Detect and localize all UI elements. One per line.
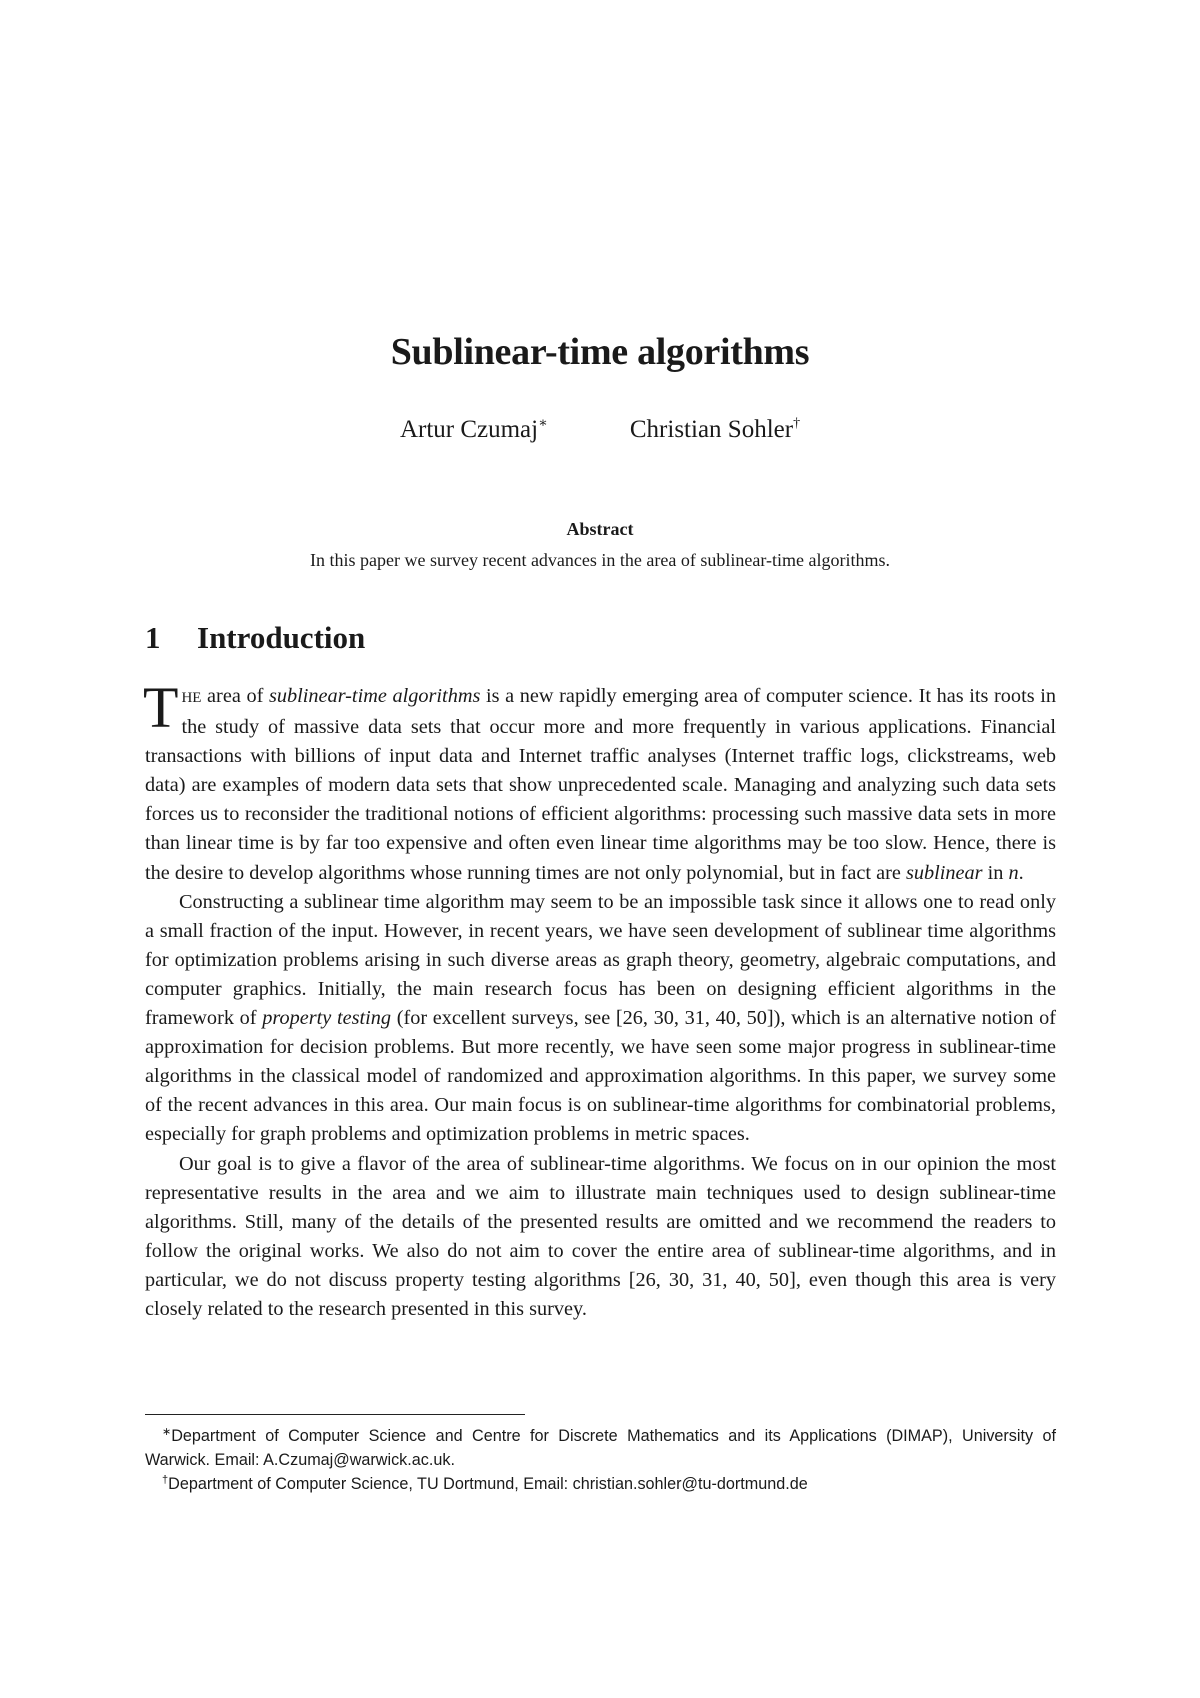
emphasis: property testing [262, 1007, 392, 1030]
footnote [145, 1424, 1056, 1472]
footnote-mark: ∗ [538, 416, 548, 431]
paragraph-text: (for excellent surveys, see [26, 30, 31, 40, 50]), which is an alternative notion of approximation for decision problems. But more recently, we have seen some major progress in sublinear-time algorithms in the classical model of randomized and approximation algorithms. In this paper, we survey some of the recent advances in this area. Our main focus is on sublinear-time algorithms for combinatorial problems, especially for graph problems and optimization problems in metric spaces. [145, 1007, 1056, 1146]
footnote [145, 1472, 1056, 1496]
paragraph [145, 1150, 1056, 1325]
body-text [143, 675, 1056, 1324]
footnotes [145, 1424, 1056, 1496]
footnote-mark: † [793, 416, 801, 431]
paragraph-text: Constructing a sublinear time algorithm may seem to be an impossible task since it allows one to read only a small fraction of the input. However, in recent years, we have seen development of sublinear time algorithms for optimization problems arising in such diverse areas as graph theory, geometry, algebraic computations, and computer graphics. Initially, the main research focus has been on designing efficient algorithms in the framework of [145, 890, 1056, 1030]
paragraph [145, 888, 1056, 1150]
footnote-mark: ∗ [162, 1426, 172, 1438]
paragraph-text: is a new rapidly emerging area of computer science. It has its roots in the study of massive data sets that occur more and more frequently in various applications. Financial transactions with billions of input data and Internet traffic analyses (Internet traffic logs, clickstreams, web data) are examples of modern data sets that show unprecedented scale. Managing and analyzing such data sets forces us to reconsider the traditional notions of efficient algorithms: processing such massive data sets in more than linear time is by far too expensive and often even linear time algorithms may be too slow. Hence, there is the desire to develop algorithms whose running times are not only polynomial, but in fact are [145, 685, 1056, 884]
section-heading [145, 620, 365, 656]
section-title: Introduction [197, 620, 366, 655]
footnote-text: Department of Computer Science, TU Dortmund, Email: christian.sohler@tu-dortmund.de [168, 1475, 808, 1493]
drop-cap: T [143, 675, 179, 740]
footnote-rule [145, 1414, 525, 1415]
abstract-text: In this paper we survey recent advances in the area of sublinear-time algorithms. [310, 550, 890, 570]
paragraph [143, 675, 1056, 888]
paragraph-text: . [1018, 861, 1024, 884]
emphasis: sublinear-time algorithms [268, 685, 481, 707]
section-number: 1 [145, 620, 161, 655]
paragraph-text: area of [201, 685, 269, 707]
paper-title: Sublinear-time algorithms [390, 331, 810, 373]
author-name: Christian Sohler [629, 416, 794, 443]
math-variable: n [1008, 861, 1019, 884]
small-caps-text: HE [181, 690, 202, 706]
emphasis: sublinear [905, 861, 983, 884]
abstract-heading: Abstract [566, 519, 634, 539]
paragraph-text: in [982, 861, 1009, 884]
author-list [0, 416, 1200, 444]
author-name: Artur Czumaj [399, 416, 539, 443]
footnote-text: Department of Computer Science and Centre for Discrete Mathematics and its Applications (DIMAP), University of Warwick. Email: A.Czumaj@warwick.ac.uk. [145, 1427, 1056, 1469]
footnote-mark: † [162, 1474, 169, 1486]
paragraph-text: Our goal is to give a flavor of the area of sublinear-time algorithms. We focus on in our opinion the most representative results in the area and we aim to illustrate main techniques used to design sublinear-time algorithms. Still, many of the details of the presented results are omitted and we recommend the readers to follow the original works. We also do not aim to cover the entire area of sublinear-time algorithms, and in particular, we do not discuss property testing algorithms [26, 30, 31, 40, 50], even though this area is very closely related to the research presented in this survey. [145, 1152, 1056, 1320]
author-czumaj [400, 416, 548, 444]
author-sohler [630, 416, 800, 444]
